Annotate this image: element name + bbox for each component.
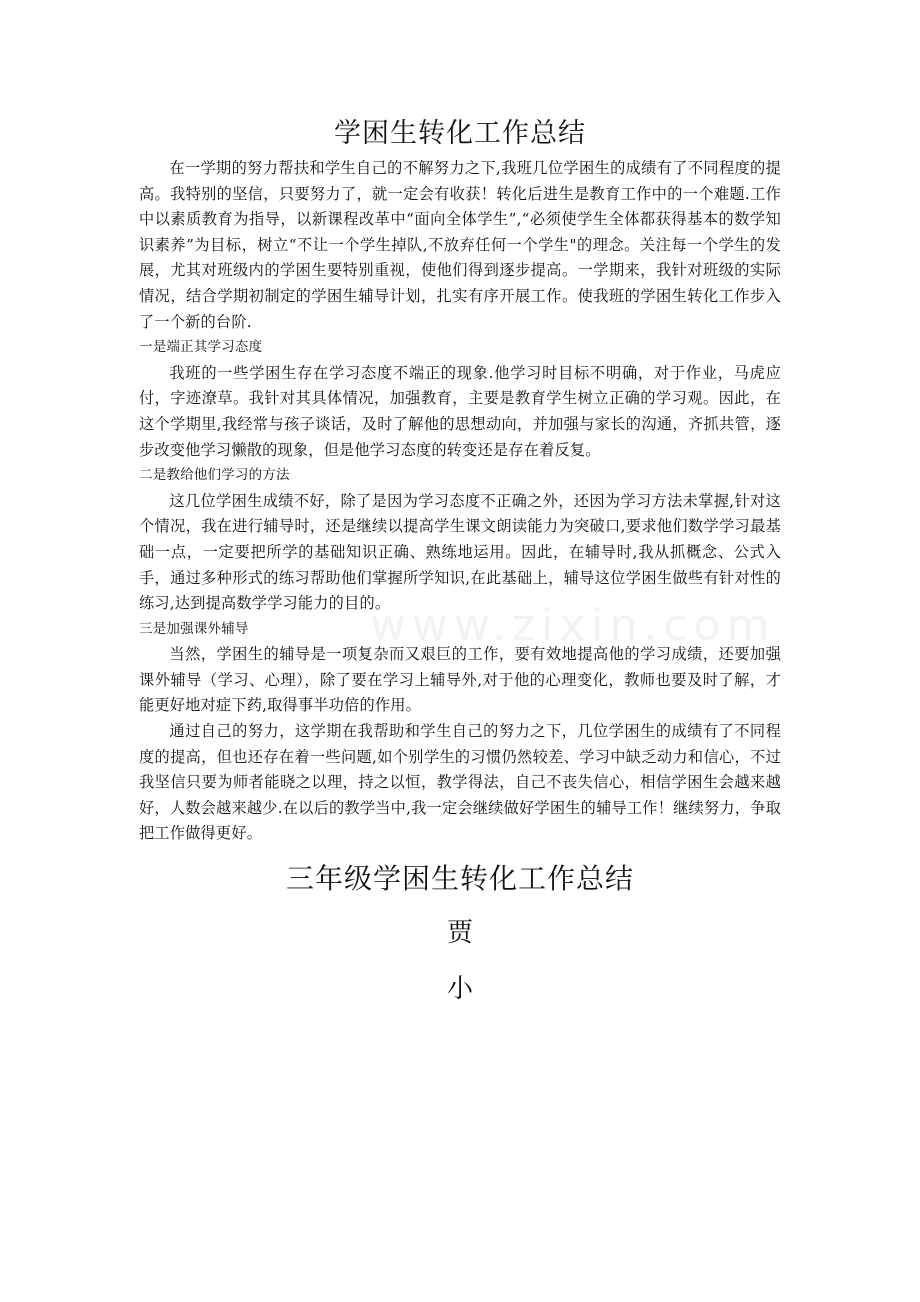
author-name-char-1: 贾 [446,918,473,949]
section1-paragraph: 我班的一些学困生存在学习态度不端正的现象.他学习时目标不明确，对于作业，马虎应付，字迹潦草。我针对其具体情况，加强教育，主要是教育学生树立正确的学习观。因此，在这个学期里,我经常与孩子谈话，及时了解他的思想动向，并加强与家长的沟通，齐抓共管，逐步改变他学习懒散的现象，但是他学习态度的转变还是存在着反复。 [139,363,781,459]
section3-paragraph: 当然，学困生的辅导是一项复杂而又艰巨的工作，要有效地提高他的学习成绩，还要加强课外辅导（学习、心理），除了要在学习上辅导外,对于他的心理变化，教师也要及时了解，才能更好地对症下药,取得事半功倍的作用。 [139,645,781,715]
section3-heading: 三是加强课外辅导 [139,620,249,637]
document-title: 学困生转化工作总结 [334,118,586,149]
section2-heading: 二是教给他们学习的方法 [139,467,290,484]
conclusion-paragraph: 通过自己的努力，这学期在我帮助和学生自己的努力之下，几位学困生的成绩有了不同程度的提高，但也还存在着一些问题,如个别学生的习惯仍然较差、学习中缺乏动力和信心，不过我坚信只要为师者能晓之以理，持之以恒，教学得法，自己不丧失信心，相信学困生会越来越好，人数会越来越少.在以后的教学当中,我一定会继续做好学困生的辅导工作！继续努力，争取把工作做得更好。 [139,722,781,843]
intro-paragraph: 在一学期的努力帮扶和学生自己的不解努力之下,我班几位学困生的成绩有了不同程度的提高。我特别的坚信，只要努力了，就一定会有收获！转化后进生是教育工作中的一个难题.工作中以素质教育为指导，以新课程改革中“面向全体学生”,“必须使学生全体都获得基本的数学知识素养”为目标，树立“不让一个学生掉队,不放弃任何一个学生"的理念。关注每一个学生的发展，尤其对班级内的学困生要特别重视，使他们得到逐步提高。一学期来，我针对班级的实际情况，结合学期初制定的学困生辅导计划，扎实有序开展工作。使我班的学困生转化工作步入了一个新的台阶. [139,159,781,331]
document-content [139,114,781,1009]
watermark-text: www.zixin.com [370,600,776,651]
second-document-title: 三年级学困生转化工作总结 [285,862,634,896]
author-name-char-2: 小 [446,974,473,1005]
section2-paragraph: 这几位学困生成绩不好，除了是因为学习态度不正确之外，还因为学习方法未掌握,针对这个情况，我在进行辅导时，还是继续以提高学生课文朗读能力为突破口,要求他们数学学习最基础一点，一定要把所学的基础知识正确、熟练地运用。因此，在辅导时,我从抓概念、公式入手，通过多种形式的练习帮助他们掌握所学知识,在此基础上，辅导这位学困生做些有针对性的练习,达到提高数学学习能力的目的。 [139,491,781,613]
section1-heading: 一是端正其学习态度 [139,339,263,356]
